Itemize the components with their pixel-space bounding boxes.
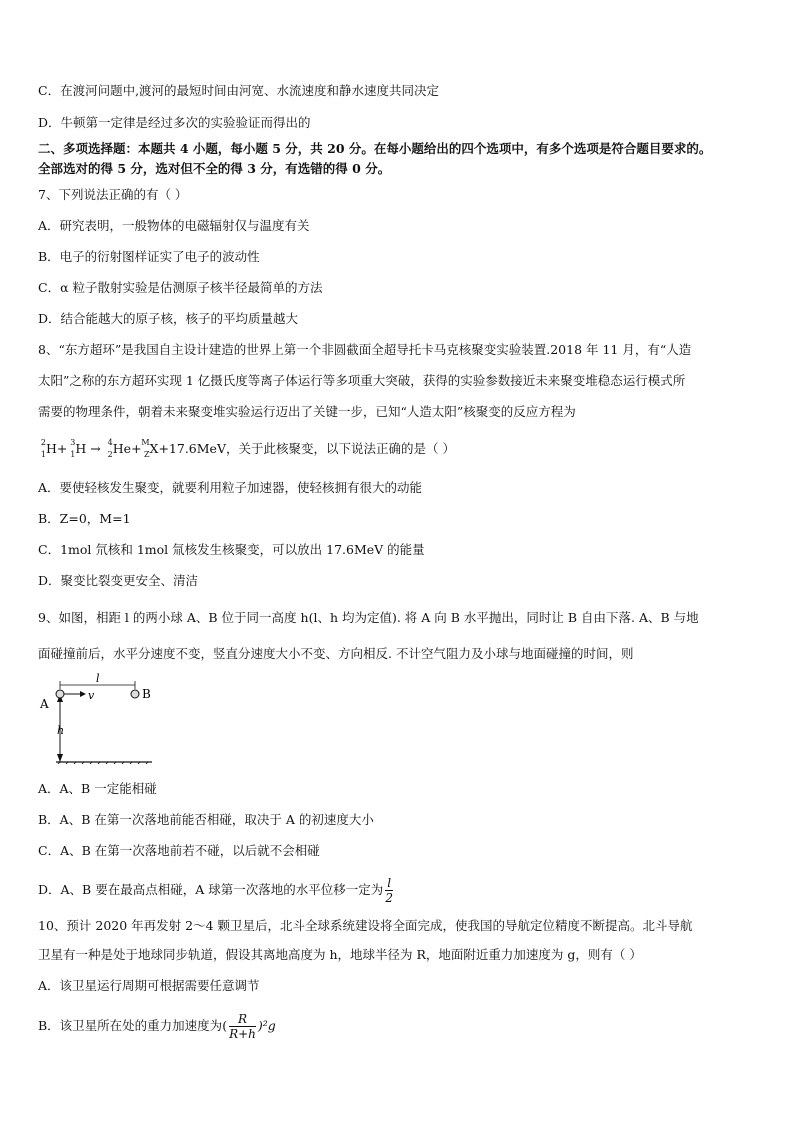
x-nuclide-indices: M Z	[141, 438, 150, 459]
section2-instructions-1: 二、多项选择题：本题共 4 小题，每小题 5 分，共 20 分。在每小题给出的四个选项中，有多个选项是符合题目要求的。	[38, 141, 712, 156]
q9-option-c: C．A、B 在第一次落地前若不碰，以后就不会相碰	[38, 843, 320, 858]
height-arrow-bottom	[57, 754, 63, 762]
label-v: v	[88, 689, 95, 702]
q8-stem-2: 太阳”之称的东方超环实现 1 亿摄氏度等离子体运行等多项重大突破，获得的实验参数接近未来聚变堆稳态运行模式所	[38, 373, 686, 388]
q10-stem-1: 10、预计 2020 年再发射 2～4 颗卫星后，北斗全球系统建设将全面完成，使我国的导航定位精度不断提高。北斗导航	[38, 918, 693, 933]
q10-option-b: B．该卫星所在处的重力加速度为	[38, 1018, 223, 1033]
label-a: A	[40, 697, 49, 711]
q8-equation-line: 2 1 H+ 3 1 H → 4 2 He+ M Z X+17.6MeV，关于此核聚变，以下说法正确的是（ ）	[38, 440, 758, 458]
q9-stem-1: 9、如图，相距 l 的两小球 A、B 位于同一高度 h(l、h 均为定值). 将 A 向 B 水平抛出，同时让 B 自由下落. A、B 与地	[38, 610, 699, 625]
fraction-l-over-2: $\frac{l}{2}$	[385, 876, 393, 905]
q9-option-a: A．A、B 一定能相碰	[38, 781, 157, 796]
q9-option-d-line	[38, 876, 758, 905]
q7-option-d: D．结合能越大的原子核，核子的平均质量越大	[38, 311, 299, 326]
velocity-arrowhead	[80, 691, 86, 697]
label-l: l	[96, 672, 100, 685]
q8-stem-3: 需要的物理条件，朝着未来聚变堆实验运行迈出了关键一步，已知“人造太阳”核聚变的反应方程为	[38, 404, 576, 419]
q8-option-b: B．Z=0，M=1	[38, 511, 131, 526]
q7-option-c: C．α 粒子散射实验是估测原子核半径最简单的方法	[38, 280, 323, 295]
he-nuclide-indices: 4 2	[107, 438, 113, 459]
q8-stem-1: 8、“东方超环”是我国自主设计建造的世界上第一个非圆截面全超导托卡马克核聚变实验装置.2018 年 11 月，有“人造	[38, 342, 692, 357]
section2-instructions-2: 全部选对的得 5 分，选对但不全的得 3 分，有选错的得 0 分。	[38, 161, 391, 176]
ball-a	[56, 690, 64, 698]
q10-option-b-line: B．该卫星所在处的重力加速度为( $\frac{R}{R+h}$ )²g	[38, 1012, 276, 1041]
q7-stem: 7、下列说法正确的有（ ）	[38, 187, 188, 202]
h2-nuclide-indices: 2 1	[40, 438, 46, 459]
q7-option-a: A．研究表明，一般物体的电磁辐射仅与温度有关	[38, 218, 310, 233]
q8-option-a: A．要使轻核发生聚变，就要利用粒子加速器，使轻核拥有很大的动能	[38, 480, 423, 495]
h3-nuclide-indices: 3 1	[70, 438, 76, 459]
fraction-r-over-r-plus-h: $\frac{R}{R+h}$	[229, 1012, 256, 1041]
q7-option-b: B．电子的衍射图样证实了电子的波动性	[38, 249, 260, 264]
label-h: h	[57, 724, 65, 737]
q9-diagram	[30, 672, 170, 764]
q6-option-d: D．牛顿第一定律是经过多次的实验验证而得出的	[38, 115, 311, 130]
q9-option-d: D．A、B 要在最高点相碰，A 球第一次落地的水平位移一定为	[38, 882, 384, 897]
q9-option-b: B．A、B 在第一次落地前能否相碰，取决于 A 的初速度大小	[38, 812, 374, 827]
arrow-symbol: →	[90, 441, 101, 456]
q10-option-a: A．该卫星运行周期可根据需要任意调节	[38, 978, 260, 993]
q10-stem-2: 卫星有一种是处于地球同步轨道，假设其离地高度为 h，地球半径为 R，地面附近重力加速度为 g，则有（ ）	[38, 947, 642, 962]
label-b: B	[142, 687, 151, 701]
q8-option-d: D．聚变比裂变更安全、清洁	[38, 573, 199, 588]
q9-stem-2: 面碰撞前后，水平分速度不变，竖直分速度大小不变、方向相反. 不计空气阻力及小球与地面碰撞的时间，则	[38, 646, 634, 661]
q8-option-c: C．1mol 氘核和 1mol 氚核发生核聚变，可以放出 17.6MeV 的能量	[38, 542, 425, 557]
q6-option-c: C．在渡河问题中,渡河的最短时间由河宽、水流速度和静水速度共同决定	[38, 83, 440, 98]
ball-b	[131, 690, 139, 698]
